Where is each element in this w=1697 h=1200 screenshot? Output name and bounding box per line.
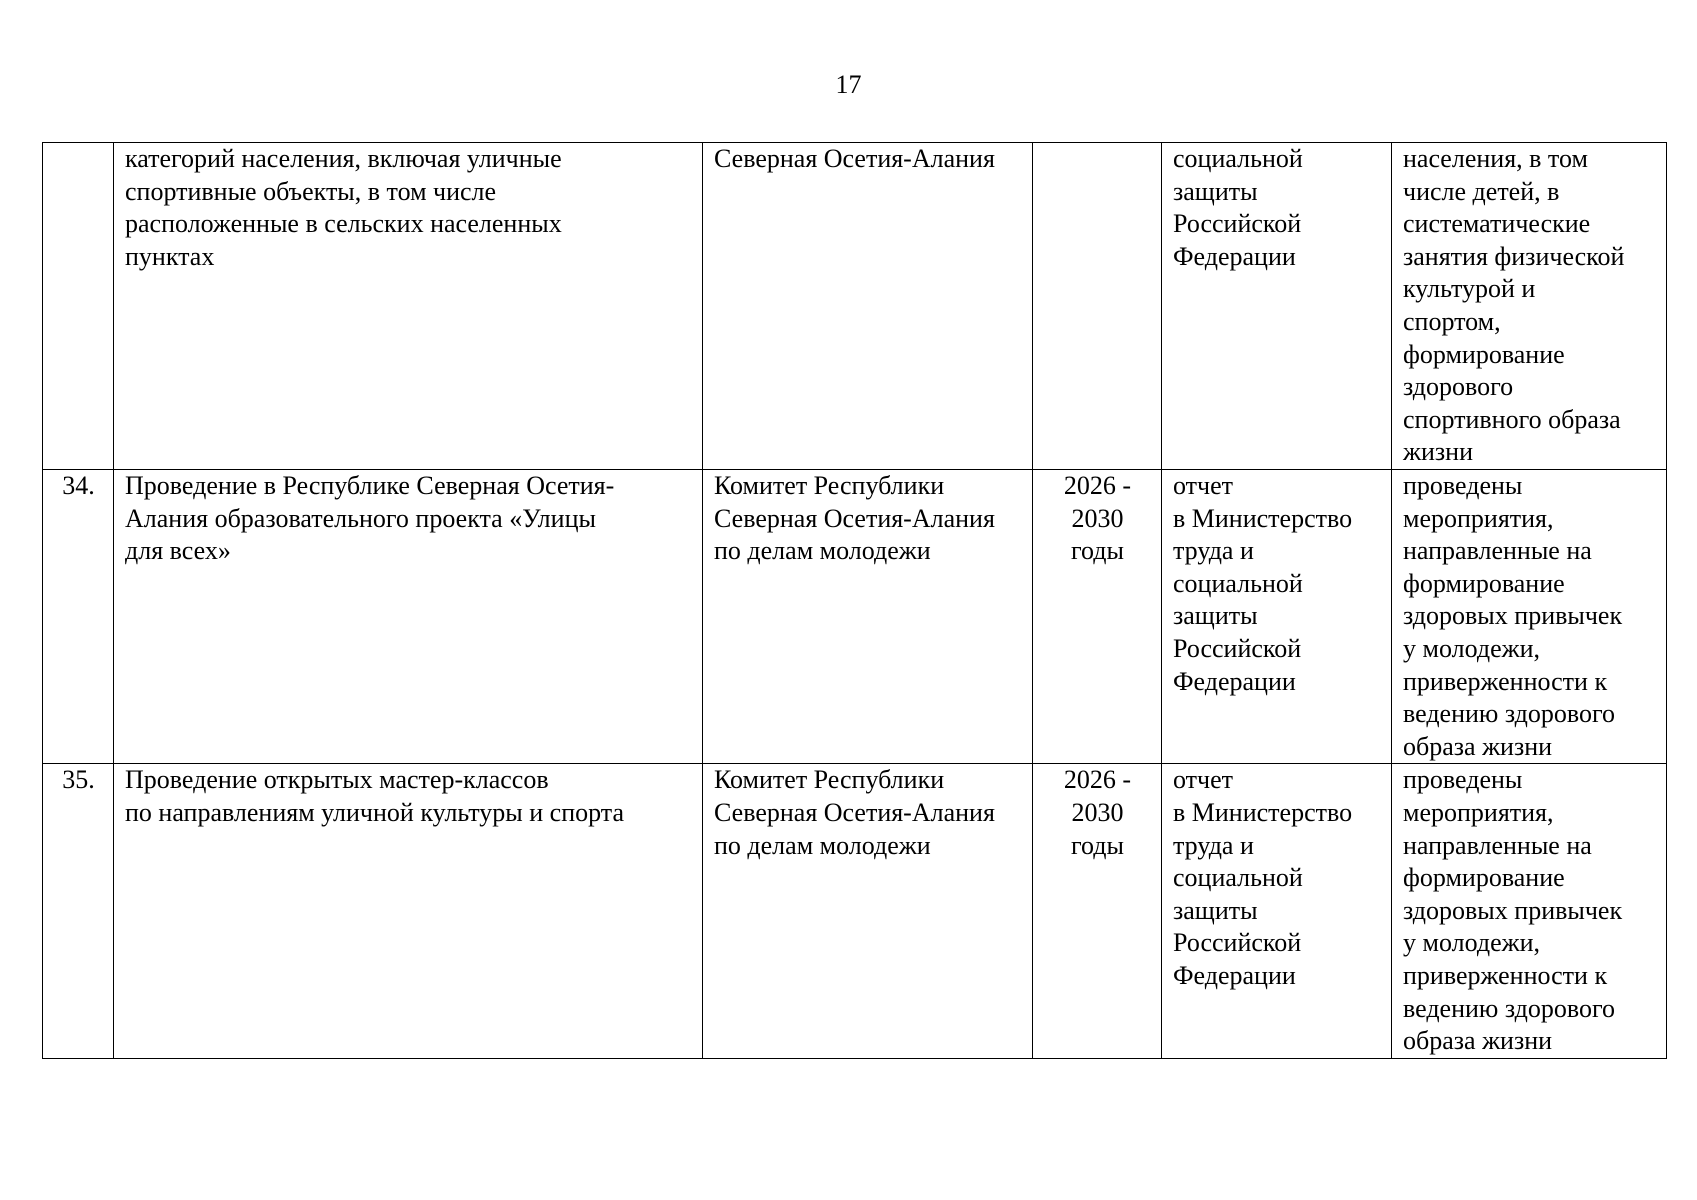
result-cell: проведены мероприятия, направленные на формирование здоровых привычек у молодежи, приверженности к ведению здорового образа жизни xyxy=(1392,470,1667,764)
control-form-cell: социальной защиты Российской Федерации xyxy=(1162,143,1392,470)
table-row xyxy=(43,470,1667,764)
table-row xyxy=(43,764,1667,1058)
control-form-cell: отчет в Министерство труда и социальной защиты Российской Федерации xyxy=(1162,470,1392,764)
control-form-cell: отчет в Министерство труда и социальной защиты Российской Федерации xyxy=(1162,764,1392,1058)
term-cell: 2026 - 2030 годы xyxy=(1033,470,1162,764)
executor-cell: Северная Осетия-Алания xyxy=(703,143,1033,470)
result-cell: населения, в том числе детей, в систематические занятия физической культурой и спортом, формирование здорового спортивного образа жизни xyxy=(1392,143,1667,470)
executor-cell: Комитет Республики Северная Осетия-Алания по делам молодежи xyxy=(703,764,1033,1058)
result-cell: проведены мероприятия, направленные на формирование здоровых привычек у молодежи, приверженности к ведению здорового образа жизни xyxy=(1392,764,1667,1058)
row-number-cell xyxy=(43,143,114,470)
term-cell xyxy=(1033,143,1162,470)
table-row xyxy=(43,143,1667,470)
row-number-cell: 34. xyxy=(43,470,114,764)
event-cell: Проведение в Республике Северная Осетия- Алания образовательного проекта «Улицы для всех» xyxy=(114,470,703,764)
event-cell: категорий населения, включая уличные спортивные объекты, в том числе расположенные в сельских населенных пунктах xyxy=(114,143,703,470)
term-cell: 2026 - 2030 годы xyxy=(1033,764,1162,1058)
row-number-cell: 35. xyxy=(43,764,114,1058)
event-cell: Проведение открытых мастер-классов по направлениям уличной культуры и спорта xyxy=(114,764,703,1058)
page-number: 17 xyxy=(835,70,862,99)
executor-cell: Комитет Республики Северная Осетия-Алания по делам молодежи xyxy=(703,470,1033,764)
measures-table xyxy=(42,142,1667,1059)
